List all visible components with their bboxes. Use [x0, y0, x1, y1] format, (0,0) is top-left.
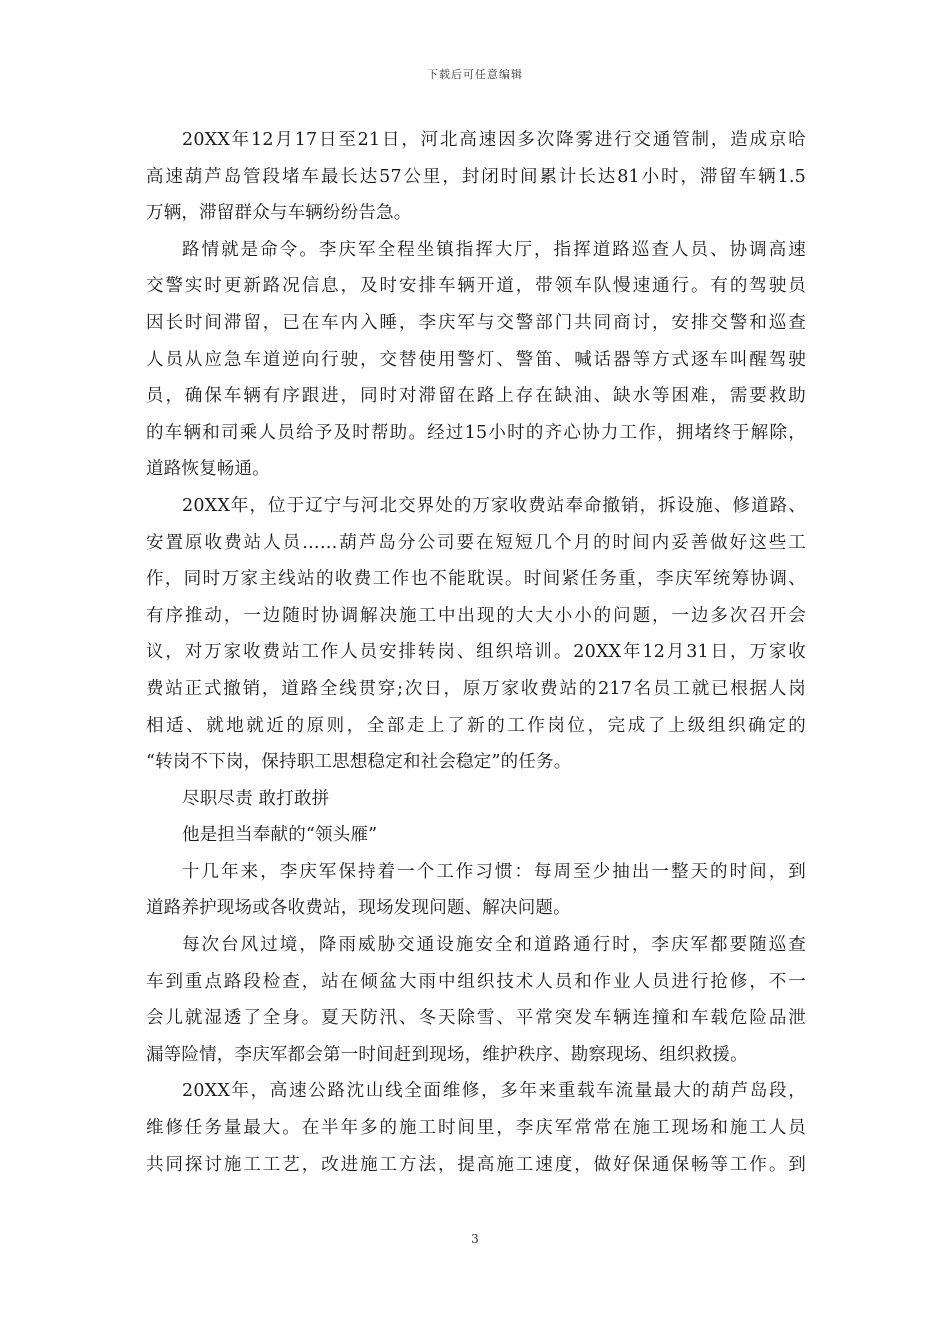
paragraph-3-line-2: 安置原收费站人员……葫芦岛分公司要在短短几个月的时间内妥善做好这些工 — [146, 532, 806, 553]
paragraph-6-line-1: 十几年来，李庆军保持着一个工作习惯：每周至少抽出一整天的时间，到 — [182, 861, 806, 882]
paragraph-2-line-3: 因长时间滞留，已在车内入睡，李庆军与交警部门共同商讨，安排交警和巡查 — [146, 312, 806, 333]
page-header: 下载后可任意编辑 — [427, 68, 523, 81]
paragraph-3-line-6: 费站正式撤销，道路全线贯穿;次日，原万家收费站的217名员工就已根据人岗 — [146, 678, 806, 699]
paragraph-3-line-5: 议，对万家收费站工作人员安排转岗、组织培训。20XX年12月31日，万家收 — [146, 642, 806, 663]
paragraph-1-line-3: 万辆，滞留群众与车辆纷纷告急。 — [146, 203, 412, 224]
paragraph-8-line-1: 20XX年，高速公路沈山线全面维修，多年来重载车流量最大的葫芦岛段， — [182, 1081, 806, 1102]
paragraph-7-line-1: 每次台风过境，降雨威胁交通设施安全和道路通行时，李庆军都要随巡查 — [182, 935, 806, 956]
paragraph-2-line-4: 人员从应急车道逆向行驶，交替使用警灯、警笛、喊话器等方式逐车叫醒驾驶 — [146, 349, 806, 370]
paragraph-3-line-8: “转岗不下岗，保持职工思想稳定和社会稳定”的任务。 — [146, 752, 572, 773]
paragraph-6-line-2: 道路养护现场或各收费站，现场发现问题、解决问题。 — [146, 898, 571, 919]
paragraph-8-line-3: 共同探讨施工工艺，改进施工方法，提高施工速度，做好保通保畅等工作。到 — [146, 1154, 806, 1175]
paragraph-3-line-7: 相适、就地就近的原则，全部走上了新的工作岗位，完成了上级组织确定的 — [146, 715, 806, 736]
paragraph-8-line-2: 维修任务量最大。在半年多的施工时间里，李庆军常常在施工现场和施工人员 — [146, 1118, 806, 1139]
paragraph-2-line-6: 的车辆和司乘人员给予及时帮助。经过15小时的齐心协力工作，拥堵终于解除， — [146, 422, 806, 443]
paragraph-3-line-3: 作，同时万家主线站的收费工作也不能耽误。时间紧任务重，李庆军统筹协调、 — [146, 569, 806, 590]
paragraph-3-line-1: 20XX年，位于辽宁与河北交界处的万家收费站奉命撤销，拆设施、修道路、 — [182, 495, 806, 516]
paragraph-7-line-3: 会儿就湿透了全身。夏天防汛、冬天除雪、平常突发车辆连撞和车载危险品泄 — [146, 1008, 806, 1029]
paragraph-2-line-1: 路情就是命令。李庆军全程坐镇指挥大厅，指挥道路巡查人员、协调高速 — [182, 239, 806, 260]
paragraph-1-line-1: 20XX年12月17日至21日，河北高速因多次降雾进行交通管制，造成京哈 — [182, 130, 806, 150]
paragraph-3-line-4: 有序推动，一边随时协调解决施工中出现的大大小小的问题，一边多次召开会 — [146, 605, 806, 626]
paragraph-2-line-5: 员，确保车辆有序跟进，同时对滞留在路上存在缺油、缺水等困难，需要救助 — [146, 386, 806, 407]
section-heading: 尽职尽责 敢打敢拼 — [182, 788, 330, 809]
document-body — [146, 122, 806, 1183]
section-subheading: 他是担当奉献的“领头雁” — [182, 825, 378, 846]
paragraph-1-line-2: 高速葫芦岛管段堵车最长达57公里，封闭时间累计长达81小时，滞留车辆1.5 — [146, 166, 806, 187]
paragraph-7-line-2: 车到重点路段检查，站在倾盆大雨中组织技术人员和作业人员进行抢修，不一 — [146, 971, 806, 992]
paragraph-2-line-7: 道路恢复畅通。 — [146, 459, 270, 480]
paragraph-2-line-2: 交警实时更新路况信息，及时安排车辆开道，带领车队慢速通行。有的驾驶员 — [146, 276, 806, 297]
page-number: 3 — [471, 1232, 479, 1246]
paragraph-7-line-4: 漏等险情，李庆军都会第一时间赶到现场，维护秩序、勘察现场、组织救援。 — [146, 1044, 748, 1065]
